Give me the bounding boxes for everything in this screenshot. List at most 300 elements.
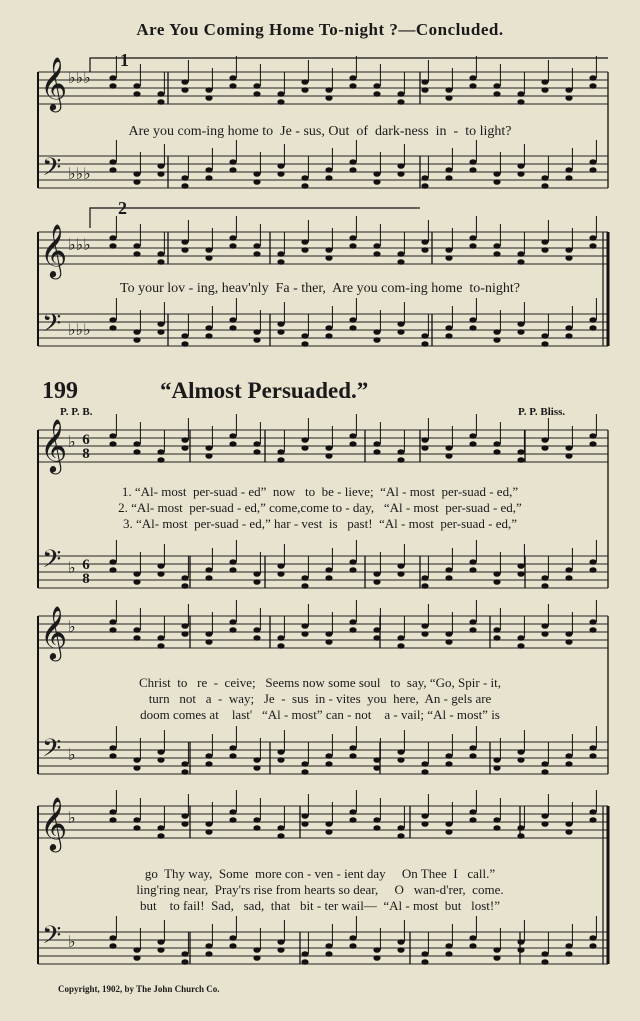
note-head: [325, 575, 332, 581]
note-head: [541, 239, 548, 245]
note-head: [349, 159, 356, 165]
first-ending-label: 1: [120, 50, 129, 70]
note-head: [157, 251, 164, 257]
note-head: [373, 243, 380, 249]
note-head: [421, 437, 428, 443]
note-head: [181, 761, 188, 767]
note-head: [277, 457, 284, 463]
note-head: [229, 159, 236, 165]
note-head: [229, 83, 236, 89]
note-head: [157, 757, 164, 763]
note-head: [397, 563, 404, 569]
note-head: [181, 239, 188, 245]
note-head: [541, 583, 548, 589]
note-head: [445, 631, 452, 637]
note-head: [277, 825, 284, 831]
note-head: [253, 449, 260, 455]
note-head: [493, 83, 500, 89]
note-head: [445, 753, 452, 759]
note-head: [565, 753, 572, 759]
note-head: [133, 441, 140, 447]
note-head: [493, 955, 500, 961]
note-head: [133, 337, 140, 343]
note-head: [133, 329, 140, 335]
note-head: [229, 235, 236, 241]
note-head: [109, 325, 116, 331]
note-head: [421, 761, 428, 767]
note-head: [349, 243, 356, 249]
note-head: [277, 571, 284, 577]
note-head: [277, 757, 284, 763]
time-signature: [80, 558, 92, 586]
note-head: [133, 571, 140, 577]
note-head: [517, 91, 524, 97]
note-head: [517, 833, 524, 839]
lyrics-verse-2: turn not a - way; Je - sus in - vites you here, An - gels are: [148, 691, 492, 706]
music-credit: P. P. Bliss.: [518, 406, 566, 418]
note-head: [133, 825, 140, 831]
note-head: [277, 251, 284, 257]
note-head: [445, 567, 452, 573]
note-head: [373, 817, 380, 823]
note-head: [397, 251, 404, 257]
note-head: [325, 943, 332, 949]
note-head: [325, 829, 332, 835]
note-head: [517, 329, 524, 335]
note-head: [469, 753, 476, 759]
note-head: [229, 809, 236, 815]
note-head: [349, 433, 356, 439]
note-head: [109, 809, 116, 815]
note-head: [181, 769, 188, 775]
note-head: [133, 579, 140, 585]
key-signature-flats-icon: ♭♭♭: [68, 164, 91, 183]
note-head: [253, 243, 260, 249]
note-head: [277, 99, 284, 105]
note-head: [493, 441, 500, 447]
note-head: [109, 317, 116, 323]
note-head: [589, 441, 596, 447]
note-head: [205, 175, 212, 181]
note-head: [541, 247, 548, 253]
note-head: [469, 235, 476, 241]
note-head: [253, 337, 260, 343]
note-head: [109, 433, 116, 439]
note-head: [205, 631, 212, 637]
note-head: [517, 449, 524, 455]
note-head: [493, 635, 500, 641]
note-head: [469, 619, 476, 625]
note-head: [157, 163, 164, 169]
note-head: [109, 441, 116, 447]
note-head: [133, 765, 140, 771]
note-head: [349, 753, 356, 759]
note-head: [565, 445, 572, 451]
note-head: [541, 821, 548, 827]
note-head: [133, 757, 140, 763]
note-head: [373, 171, 380, 177]
note-head: [205, 247, 212, 253]
note-head: [541, 341, 548, 347]
bass-clef-icon: 𝄢: [42, 153, 62, 188]
note-head: [277, 643, 284, 649]
note-head: [565, 325, 572, 331]
note-head: [205, 951, 212, 957]
note-head: [109, 935, 116, 941]
note-head: [349, 627, 356, 633]
note-head: [205, 255, 212, 261]
note-head: [493, 329, 500, 335]
note-head: [205, 639, 212, 645]
note-head: [229, 619, 236, 625]
lyrics-verse-2: ling'ring near, Pray'rs rise from hearts so dear, O wan-d'rer, come.: [136, 882, 504, 897]
note-head: [445, 333, 452, 339]
note-head: [421, 183, 428, 189]
note-head: [445, 639, 452, 645]
note-head: [493, 171, 500, 177]
note-head: [397, 99, 404, 105]
note-head: [517, 563, 524, 569]
note-head: [397, 833, 404, 839]
note-head: [469, 159, 476, 165]
note-head: [301, 175, 308, 181]
continuation-title: Are You Coming Home To-night ?—Concluded.: [136, 20, 504, 39]
note-head: [301, 239, 308, 245]
bass-clef-icon: 𝄢: [42, 309, 62, 344]
note-head: [565, 761, 572, 767]
note-head: [517, 757, 524, 763]
time-signature-top: 6: [82, 432, 90, 448]
note-head: [541, 623, 548, 629]
note-head: [325, 631, 332, 637]
note-head: [421, 175, 428, 181]
note-head: [325, 567, 332, 573]
note-head: [325, 167, 332, 173]
note-head: [157, 171, 164, 177]
note-head: [493, 449, 500, 455]
note-head: [421, 341, 428, 347]
note-head: [301, 813, 308, 819]
lyrics-line: Are you com-ing home to Je - sus, Out of dark-ness in - to light?: [128, 124, 512, 139]
note-head: [301, 79, 308, 85]
note-head: [541, 769, 548, 775]
note-head: [253, 627, 260, 633]
note-head: [469, 745, 476, 751]
note-head: [541, 445, 548, 451]
note-head: [277, 91, 284, 97]
note-head: [565, 453, 572, 459]
note-head: [349, 235, 356, 241]
note-head: [421, 79, 428, 85]
note-head: [277, 635, 284, 641]
note-head: [589, 325, 596, 331]
note-head: [349, 317, 356, 323]
note-head: [109, 817, 116, 823]
note-head: [157, 259, 164, 265]
note-head: [517, 99, 524, 105]
note-head: [157, 947, 164, 953]
note-head: [517, 635, 524, 641]
hymn-number: 199: [42, 378, 78, 404]
note-head: [157, 643, 164, 649]
key-signature-flat-icon: ♭: [68, 932, 76, 951]
note-head: [565, 951, 572, 957]
note-head: [397, 329, 404, 335]
note-head: [541, 951, 548, 957]
note-head: [421, 769, 428, 775]
note-head: [397, 321, 404, 327]
note-head: [325, 95, 332, 101]
treble-clef-icon: 𝄞: [40, 418, 68, 472]
note-head: [445, 943, 452, 949]
note-head: [133, 635, 140, 641]
note-head: [469, 559, 476, 565]
treble-clef-icon: 𝄞: [40, 605, 68, 659]
note-head: [253, 757, 260, 763]
note-head: [493, 337, 500, 343]
note-head: [565, 821, 572, 827]
bass-clef-icon: 𝄢: [42, 734, 62, 769]
note-head: [445, 255, 452, 261]
note-head: [589, 243, 596, 249]
key-signature-flats-icon: ♭♭♭: [68, 68, 91, 87]
copyright-notice: Copyright, 1902, by The John Church Co.: [58, 984, 220, 994]
note-head: [565, 639, 572, 645]
note-head: [397, 947, 404, 953]
note-head: [373, 825, 380, 831]
lyrics-verse-3: but to fail! Sad, sad, that bit - ter wail— “Al - most but lost!”: [140, 898, 500, 913]
note-head: [181, 79, 188, 85]
note-head: [517, 947, 524, 953]
note-head: [157, 563, 164, 569]
lyrics-verse-1: go Thy way, Some more con - ven - ient day On Thee I call.”: [144, 866, 496, 881]
note-head: [229, 745, 236, 751]
note-head: [109, 627, 116, 633]
note-head: [493, 179, 500, 185]
note-head: [253, 579, 260, 585]
note-head: [565, 247, 572, 253]
note-head: [493, 817, 500, 823]
note-head: [397, 635, 404, 641]
note-head: [181, 631, 188, 637]
note-head: [397, 757, 404, 763]
note-head: [493, 757, 500, 763]
treble-clef-icon: 𝄞: [40, 796, 68, 850]
note-head: [229, 627, 236, 633]
note-head: [325, 951, 332, 957]
note-head: [541, 959, 548, 965]
note-head: [301, 583, 308, 589]
note-head: [589, 559, 596, 565]
note-head: [181, 959, 188, 965]
note-head: [229, 441, 236, 447]
note-head: [589, 83, 596, 89]
note-head: [421, 631, 428, 637]
note-head: [205, 575, 212, 581]
note-head: [589, 627, 596, 633]
note-head: [469, 75, 476, 81]
note-head: [109, 745, 116, 751]
note-head: [565, 631, 572, 637]
note-head: [301, 333, 308, 339]
note-head: [493, 579, 500, 585]
note-head: [589, 619, 596, 625]
note-head: [205, 761, 212, 767]
note-head: [421, 575, 428, 581]
note-head: [325, 761, 332, 767]
note-head: [565, 95, 572, 101]
note-head: [277, 833, 284, 839]
note-head: [445, 445, 452, 451]
note-head: [301, 87, 308, 93]
note-head: [445, 95, 452, 101]
note-head: [157, 833, 164, 839]
note-head: [469, 809, 476, 815]
note-head: [421, 951, 428, 957]
note-head: [541, 575, 548, 581]
note-head: [373, 83, 380, 89]
note-head: [469, 83, 476, 89]
note-head: [349, 619, 356, 625]
note-head: [373, 627, 380, 633]
note-head: [493, 91, 500, 97]
note-head: [301, 769, 308, 775]
note-head: [565, 175, 572, 181]
note-head: [229, 433, 236, 439]
note-head: [349, 817, 356, 823]
note-head: [565, 829, 572, 835]
note-head: [469, 325, 476, 331]
note-head: [109, 83, 116, 89]
lyrics-verse-3: doom comes at last' “Al - most” can - not a - vail; “Al - most” is: [140, 707, 500, 722]
key-signature-flat-icon: ♭: [68, 558, 76, 577]
note-head: [205, 567, 212, 573]
note-head: [205, 325, 212, 331]
note-head: [253, 635, 260, 641]
note-head: [325, 87, 332, 93]
note-head: [541, 79, 548, 85]
note-head: [589, 817, 596, 823]
note-head: [253, 251, 260, 257]
note-head: [589, 567, 596, 573]
note-head: [541, 183, 548, 189]
note-head: [493, 627, 500, 633]
note-head: [325, 753, 332, 759]
note-head: [349, 441, 356, 447]
time-signature-bottom: 8: [82, 446, 90, 462]
note-head: [181, 575, 188, 581]
note-head: [589, 753, 596, 759]
note-head: [301, 761, 308, 767]
note-head: [277, 321, 284, 327]
note-head: [373, 441, 380, 447]
note-head: [229, 317, 236, 323]
key-signature-flat-icon: ♭: [68, 617, 76, 636]
note-head: [517, 457, 524, 463]
note-head: [349, 167, 356, 173]
note-head: [445, 453, 452, 459]
note-head: [301, 341, 308, 347]
note-head: [445, 761, 452, 767]
note-head: [397, 171, 404, 177]
note-head: [181, 87, 188, 93]
note-head: [517, 939, 524, 945]
note-head: [445, 325, 452, 331]
note-head: [109, 567, 116, 573]
note-head: [589, 943, 596, 949]
first-ending-bracket: [90, 58, 608, 72]
note-head: [589, 809, 596, 815]
note-head: [397, 571, 404, 577]
lyrics-verse-1: 1. “Al- most per-suad - ed” now to be - lieve; “Al - most per-suad - ed,”: [121, 484, 519, 499]
note-head: [421, 333, 428, 339]
lyrics-line: To your lov - ing, heav'nly Fa - ther, Are you com-ing home to-night?: [120, 281, 520, 296]
note-head: [133, 171, 140, 177]
note-head: [133, 627, 140, 633]
note-head: [229, 243, 236, 249]
note-head: [109, 943, 116, 949]
note-head: [157, 329, 164, 335]
bass-clef-icon: 𝄢: [42, 545, 62, 580]
note-head: [109, 159, 116, 165]
note-head: [157, 99, 164, 105]
second-ending-bracket: [90, 208, 420, 228]
note-head: [181, 247, 188, 253]
note-head: [181, 951, 188, 957]
time-signature-bottom: 8: [82, 571, 90, 587]
note-head: [133, 251, 140, 257]
note-head: [301, 437, 308, 443]
note-head: [517, 163, 524, 169]
note-head: [541, 761, 548, 767]
note-head: [469, 935, 476, 941]
note-head: [373, 337, 380, 343]
note-head: [253, 947, 260, 953]
note-head: [133, 817, 140, 823]
note-head: [325, 445, 332, 451]
note-head: [349, 567, 356, 573]
note-head: [445, 829, 452, 835]
key-signature-flats-icon: ♭♭♭: [68, 235, 91, 254]
note-head: [421, 813, 428, 819]
note-head: [541, 631, 548, 637]
note-head: [421, 821, 428, 827]
note-head: [445, 175, 452, 181]
note-head: [301, 631, 308, 637]
note-head: [421, 445, 428, 451]
note-head: [205, 445, 212, 451]
note-head: [421, 959, 428, 965]
note-head: [397, 163, 404, 169]
note-head: [445, 821, 452, 827]
note-head: [493, 243, 500, 249]
note-head: [445, 951, 452, 957]
words-credit: P. P. B.: [60, 406, 93, 418]
note-head: [589, 75, 596, 81]
note-head: [277, 259, 284, 265]
note-head: [349, 75, 356, 81]
note-head: [157, 825, 164, 831]
note-head: [469, 167, 476, 173]
note-head: [157, 939, 164, 945]
note-head: [325, 247, 332, 253]
note-head: [157, 749, 164, 755]
note-head: [565, 333, 572, 339]
note-head: [181, 183, 188, 189]
lyrics-verse-3: 3. “Al- most per-suad - ed,” har - vest is past! “Al - most per-suad - ed,”: [122, 516, 518, 531]
note-head: [397, 643, 404, 649]
note-head: [205, 753, 212, 759]
